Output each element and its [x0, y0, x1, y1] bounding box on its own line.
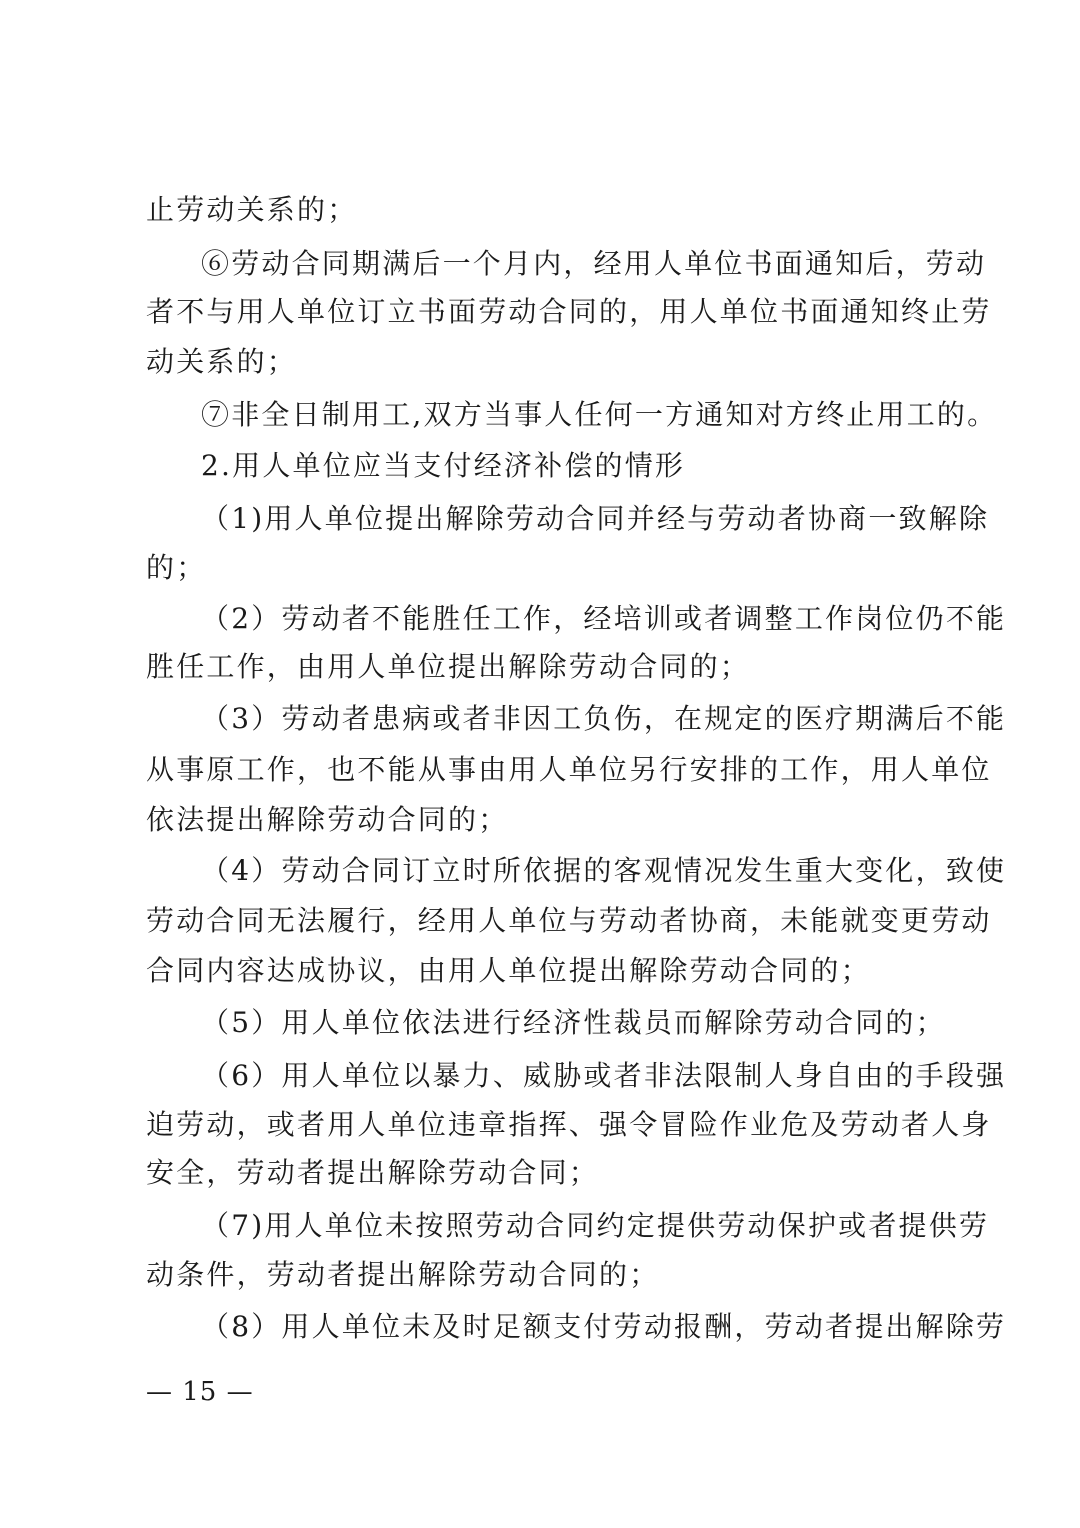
page-number: — 15 —	[146, 1377, 254, 1407]
text-line: （6）用人单位以暴力、威胁或者非法限制人身自由的手段强	[201, 1059, 1007, 1092]
text-line: 胜任工作，由用人单位提出解除劳动合同的；	[146, 650, 751, 683]
text-line: 动条件，劳动者提出解除劳动合同的；	[146, 1258, 660, 1291]
text-line: 的；	[146, 551, 207, 584]
text-line: 合同内容达成协议，由用人单位提出解除劳动合同的；	[146, 954, 871, 987]
text-line: （8）用人单位未及时足额支付劳动报酬，劳动者提出解除劳	[201, 1310, 1007, 1343]
text-line: （5）用人单位依法进行经济性裁员而解除劳动合同的；	[201, 1006, 946, 1039]
text-line: 从事原工作，也不能从事由用人单位另行安排的工作，用人单位	[146, 753, 992, 786]
text-line: （4）劳动合同订立时所依据的客观情况发生重大变化，致使	[201, 854, 1007, 887]
text-line: 止劳动关系的；	[146, 193, 358, 226]
text-line: 劳动合同无法履行，经用人单位与劳动者协商，未能就变更劳动	[146, 904, 992, 937]
text-line: 动关系的；	[146, 345, 298, 378]
text-line: （2）劳动者不能胜任工作，经培训或者调整工作岗位仍不能	[201, 602, 1007, 635]
text-line: ⑥劳动合同期满后一个月内，经用人单位书面通知后，劳动	[201, 247, 987, 280]
text-line: （3）劳动者患病或者非因工负伤，在规定的医疗期满后不能	[201, 702, 1007, 735]
section-heading: 2.用人单位应当支付经济补偿的情形	[201, 449, 686, 482]
text-line: 迫劳动，或者用人单位违章指挥、强令冒险作业危及劳动者人身	[146, 1108, 992, 1141]
text-line: （7)用人单位未按照劳动合同约定提供劳动保护或者提供劳	[201, 1209, 990, 1242]
text-line: 依法提出解除劳动合同的；	[146, 803, 509, 836]
text-line: 者不与用人单位订立书面劳动合同的，用人单位书面通知终止劳	[146, 295, 992, 328]
text-line: ⑦非全日制用工,双方当事人任何一方通知对方终止用工的。	[201, 398, 998, 431]
text-line: 安全，劳动者提出解除劳动合同；	[146, 1156, 600, 1189]
text-line: （1)用人单位提出解除劳动合同并经与劳动者协商一致解除	[201, 502, 990, 535]
